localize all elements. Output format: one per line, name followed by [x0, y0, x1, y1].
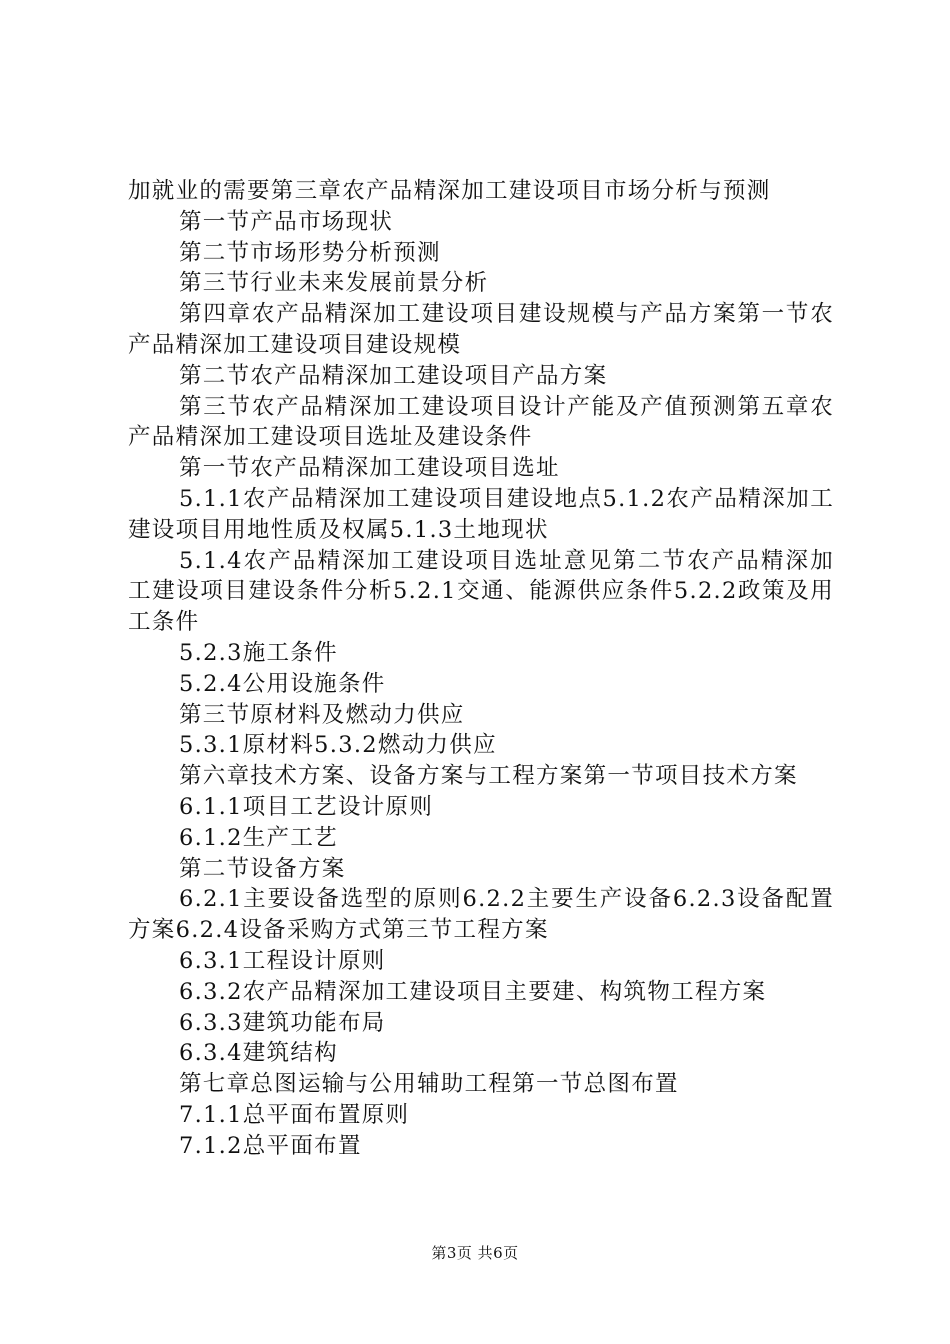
paragraph: 5.1.1农产品精深加工建设项目建设地点5.1.2农产品精深加工建设项目用地性质及权属5.1.3土地现状: [128, 485, 834, 543]
paragraph: 第一节农产品精深加工建设项目选址: [179, 455, 560, 482]
paragraph: 第二节市场形势分析预测: [179, 239, 441, 266]
paragraph: 6.1.2生产工艺: [179, 824, 338, 851]
paragraph: 6.2.1主要设备选型的原则6.2.2主要生产设备6.2.3设备配置方案6.2.4设备采购方式第三节工程方案: [128, 886, 834, 944]
paragraph: 第二节农产品精深加工建设项目产品方案: [179, 362, 608, 389]
paragraph: 第四章农产品精深加工建设项目建设规模与产品方案第一节农产品精深加工建设项目建设规模: [128, 301, 834, 358]
paragraph: 5.2.4公用设施条件: [179, 670, 386, 697]
paragraph: 6.3.3建筑功能布局: [179, 1009, 386, 1036]
document-body: [128, 176, 834, 1162]
paragraph: 第六章技术方案、设备方案与工程方案第一节项目技术方案: [179, 763, 798, 790]
paragraph: 加就业的需要第三章农产品精深加工建设项目市场分析与预测: [128, 178, 771, 204]
paragraph: 第一节产品市场现状: [179, 208, 394, 235]
paragraph: 5.3.1原材料5.3.2燃动力供应: [179, 732, 497, 759]
paragraph: 第七章总图运输与公用辅助工程第一节总图布置: [179, 1071, 679, 1098]
paragraph: 6.3.1工程设计原则: [179, 947, 386, 974]
paragraph: 6.3.2农产品精深加工建设项目主要建、构筑物工程方案: [179, 978, 767, 1005]
paragraph: 7.1.1总平面布置原则: [179, 1101, 410, 1128]
paragraph: 第三节行业未来发展前景分析: [179, 270, 489, 297]
paragraph: 第二节设备方案: [179, 855, 346, 882]
page-number-footer: 第3页 共6页: [431, 1244, 519, 1262]
paragraph: 6.3.4建筑结构: [179, 1040, 338, 1067]
paragraph: 5.1.4农产品精深加工建设项目选址意见第二节农产品精深加工建设项目建设条件分析5.2.1交通、能源供应条件5.2.2政策及用工条件: [128, 547, 834, 636]
paragraph: 第三节农产品精深加工建设项目设计产能及产值预测第五章农产品精深加工建设项目选址及建设条件: [128, 393, 834, 451]
paragraph: 6.1.1项目工艺设计原则: [179, 793, 434, 820]
paragraph: 5.2.3施工条件: [179, 639, 338, 666]
paragraph: 7.1.2总平面布置: [179, 1132, 362, 1159]
paragraph: 第三节原材料及燃动力供应: [179, 701, 465, 728]
